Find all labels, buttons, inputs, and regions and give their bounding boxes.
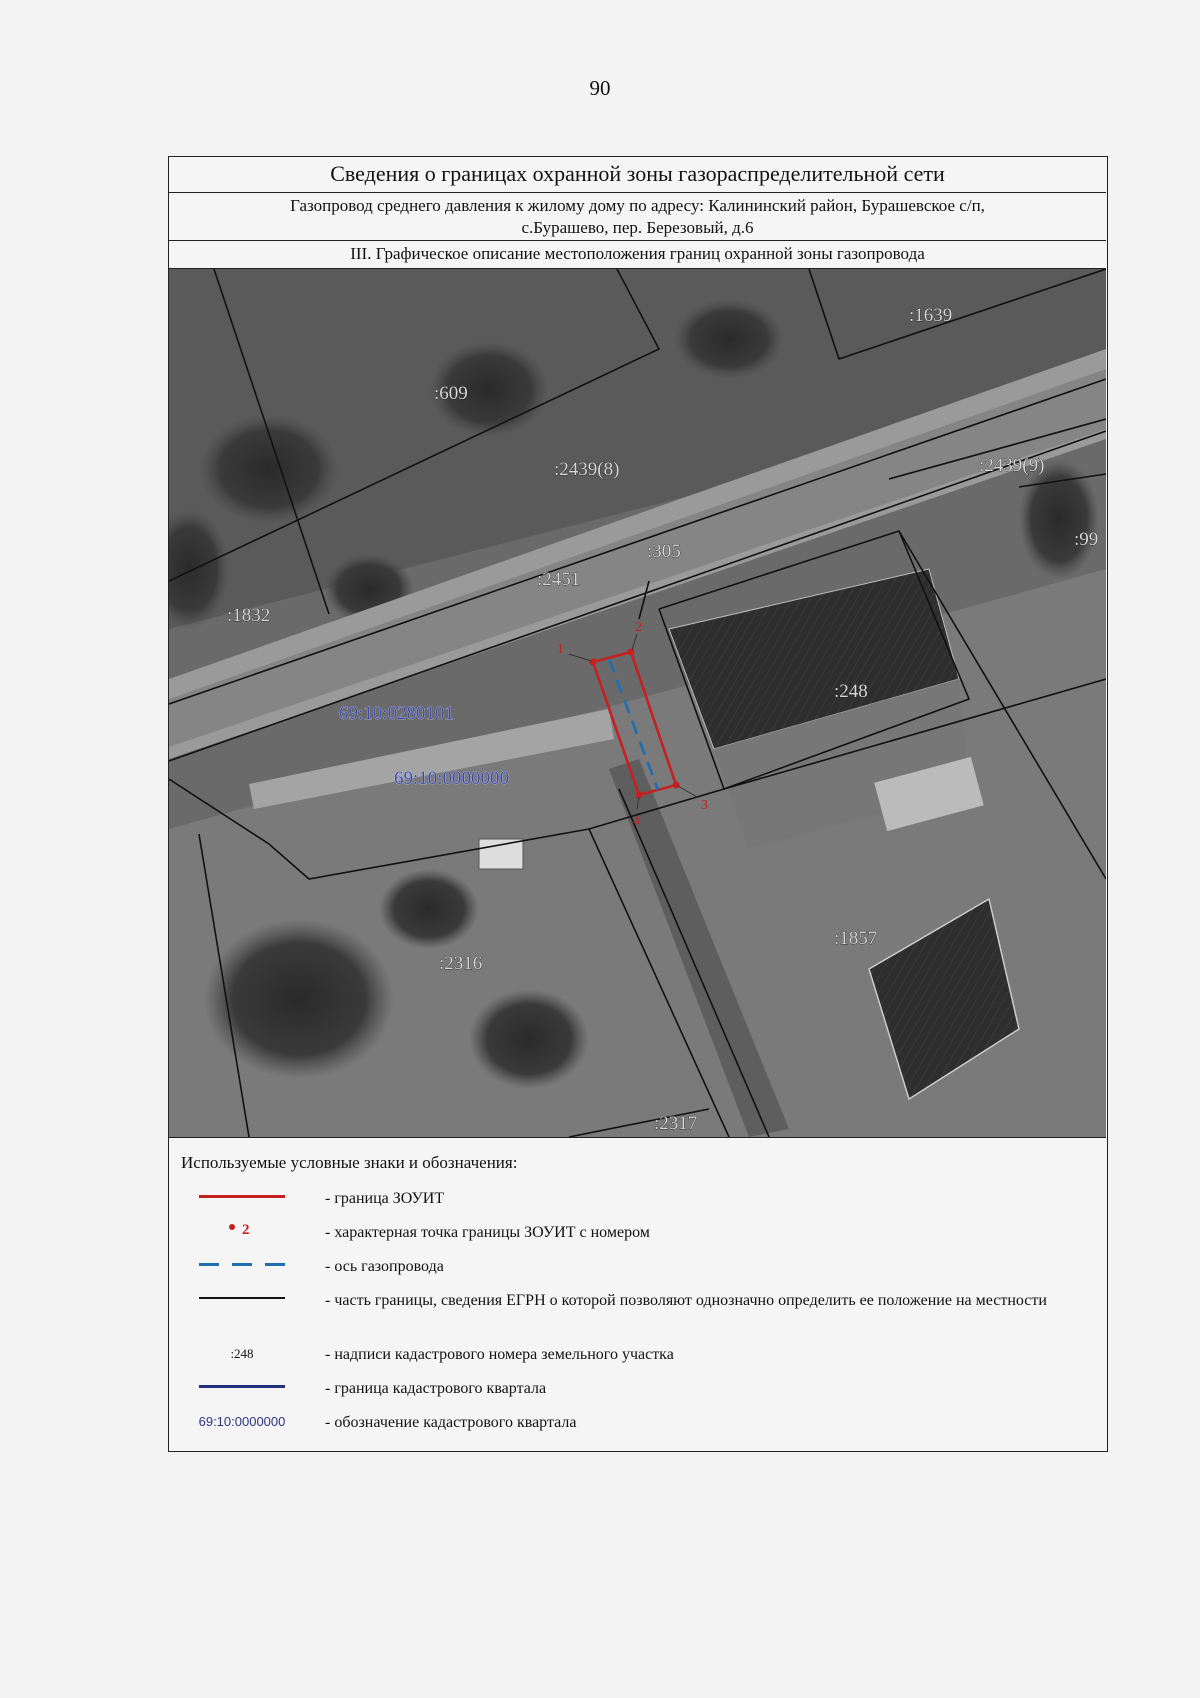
parcel-label-2439-9: :2439(9)	[979, 455, 1045, 476]
legend-text: - граница ЗОУИТ	[325, 1190, 445, 1207]
parcel-label-2316: :2316	[439, 953, 483, 974]
legend-item-cadastral-label	[187, 1339, 1087, 1369]
legend-text: - граница кадастрового квартала	[325, 1380, 547, 1397]
parcel-label-1832: :1832	[227, 605, 271, 626]
quarter-label-0280101: 69:10:0280101	[339, 703, 455, 724]
legend-symbol-point-number: 2	[242, 1222, 250, 1238]
legend-item-quarter-label	[187, 1407, 1087, 1437]
zone-point-label-4: 4	[633, 814, 640, 829]
parcel-label-248: :248	[834, 681, 868, 702]
legend-symbol-navy-line	[187, 1373, 297, 1403]
tree-cluster	[199, 414, 339, 524]
parcel-label-2451: :2451	[537, 569, 581, 590]
document-title: Сведения о границах охранной зоны газораспределительной сети	[169, 157, 1106, 193]
legend-symbol-black-line	[187, 1285, 297, 1315]
zone-point-label-3: 3	[701, 798, 708, 813]
legend-text: - характерная точка границы ЗОУИТ с номером	[325, 1224, 650, 1241]
quarter-label-0000000: 69:10:0000000	[394, 768, 510, 789]
tree-cluster	[469, 989, 589, 1089]
legend-title: Используемые условные знаки и обозначения:	[181, 1153, 518, 1172]
zone-point-3	[673, 782, 680, 789]
tree-cluster	[674, 299, 784, 379]
legend-text: - обозначение кадастрового квартала	[325, 1414, 577, 1431]
parcel-label-1639: :1639	[909, 305, 953, 326]
legend-symbol-red-point	[187, 1217, 297, 1247]
document-frame	[168, 156, 1108, 1452]
legend-symbol-text: :248	[230, 1346, 254, 1361]
legend-symbol-cadastral-label	[187, 1339, 297, 1369]
parcel-label-2317: :2317	[654, 1113, 698, 1134]
zone-point-2	[628, 649, 635, 656]
subtitle-line-2: с.Бурашево, пер. Березовый, д.6	[521, 218, 754, 237]
parcel-label-1857: :1857	[834, 928, 878, 949]
legend-item-quarter-boundary	[187, 1373, 1087, 1403]
small-structure	[479, 839, 523, 869]
legend-item-zone-point	[187, 1217, 1087, 1247]
aerial-map	[169, 269, 1106, 1138]
legend	[169, 1139, 1106, 1451]
zone-point-1	[590, 659, 597, 666]
section-heading: III. Графическое описание местоположения границ охранной зоны газопровода	[169, 241, 1106, 269]
zone-point-label-1: 1	[557, 642, 564, 657]
legend-symbol-quarter-label	[187, 1407, 297, 1437]
document-subtitle	[169, 193, 1106, 241]
parcel-label-2439-8: :2439(8)	[554, 459, 620, 480]
legend-item-gas-axis	[187, 1251, 1087, 1281]
parcel-label-99: :99	[1074, 529, 1099, 550]
parcel-label-609: :609	[434, 383, 468, 404]
tree-cluster	[204, 919, 394, 1079]
legend-symbol-text: 69:10:0000000	[198, 1414, 286, 1429]
legend-item-zone-boundary	[187, 1183, 1087, 1213]
legend-symbol-red-line	[187, 1183, 297, 1213]
page-number: 90	[589, 76, 611, 100]
subtitle-line-1: Газопровод среднего давления к жилому дому по адресу: Калининский район, Бурашевское с/п,	[290, 196, 985, 215]
legend-text: - ось газопровода	[325, 1258, 444, 1275]
map-canvas	[169, 269, 1106, 1137]
zone-point-label-2: 2	[635, 620, 642, 635]
legend-symbol-blue-dash-line	[187, 1251, 297, 1281]
legend-text: - часть границы, сведения ЕГРН о которой позволяют однозначно определить ее положение на местности	[325, 1292, 1047, 1309]
legend-text: - надписи кадастрового номера земельного участка	[325, 1346, 674, 1363]
parcel-label-305: :305	[647, 541, 681, 562]
legend-item-parcel-boundary	[187, 1285, 1087, 1315]
tree-cluster	[379, 869, 479, 949]
